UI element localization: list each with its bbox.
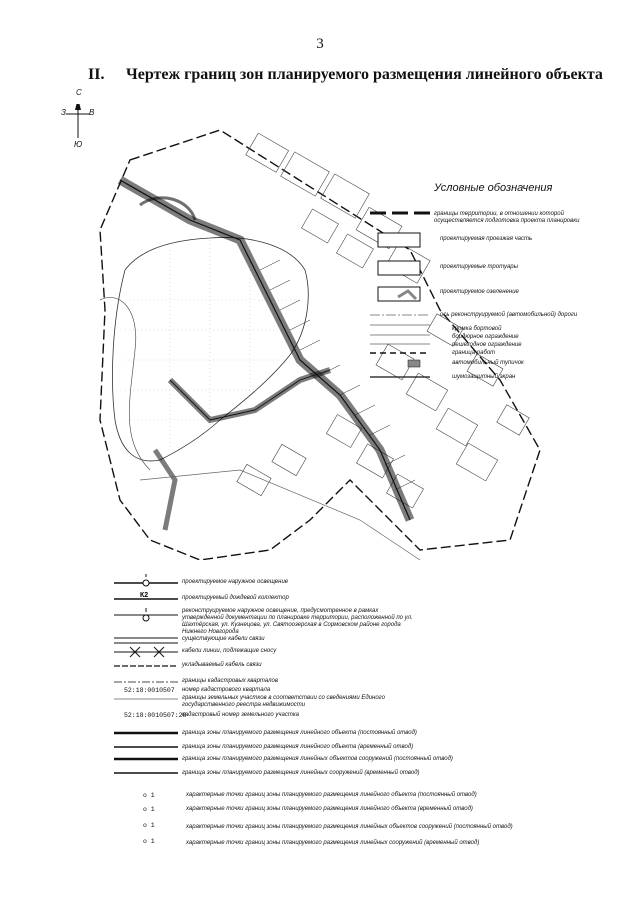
legend-item-parking: автомобильный тупичок: [452, 360, 524, 366]
heading-number: II.: [88, 66, 105, 83]
legend-zone-permanent: граница зоны планируемого размещения линейного объекта (постоянный отвод): [182, 730, 417, 736]
legend-cad-quarter-number: номер кадастрового квартала: [182, 687, 271, 693]
legend-item-roadway: проектируемая проезжая часть: [440, 236, 533, 242]
point-marker-2: о 1: [143, 806, 155, 813]
heading-title: Чертеж границ зон планируемого размещения линейного объекта: [126, 66, 603, 83]
legend-cad-parcel-number: кадастровый номер земельного участка: [182, 712, 299, 718]
legend-item-works: граница работ: [452, 350, 496, 356]
lamp-existing-icon: [143, 615, 149, 621]
legend-land-parcels: границы земельных участков в соответствии со сведениями Единого государственного реестра недвижимости: [182, 695, 385, 708]
legend-points-permanent: характерные точки границ зоны планируемого размещения линейного объекта (постоянный отвод): [186, 792, 477, 798]
south-edge: [140, 470, 420, 560]
lamp-icon: [143, 580, 149, 586]
legend-points-structures-temporary: характерные точки границ зоны планируемого размещения линейных сооружений (временный отвод): [186, 840, 480, 846]
compass-east: В: [89, 108, 95, 117]
sidewalk-symbol: [378, 261, 420, 275]
legend-quarter-code: 52:18:0010507: [124, 687, 175, 694]
legend-zone-structures-permanent: граница зоны планируемого размещения линейных объектов сооружений (постоянный отвод): [182, 756, 453, 762]
legend-item-sidewalks: проектируемые тротуары: [440, 264, 519, 270]
page-heading: [88, 66, 603, 84]
legend-item-curb: кромка бортовой: [452, 326, 502, 332]
legend-lighting-reconstructed: реконструируемое наружное освещение, предусмотренное в рамках утвержденной документации по планировке территории, расположенной по ул. Шахтёрская, ул. Кузнецова, ул. Святоозерская в Сормовском районе города Нижнего Новгорода: [182, 608, 413, 635]
legend-lighting-new: проектируемое наружное освещение: [182, 579, 289, 585]
legend-item-greenery: проектируемое озеленение: [440, 289, 519, 295]
lake-outline: [112, 237, 308, 460]
legend-cable-demolish: кабели линии, подлежащие сносу: [182, 648, 277, 654]
compass-north: С: [76, 88, 82, 97]
legend-cable-new: укладываемый кабель связи: [182, 662, 262, 668]
legend-item-barrier: бордюрное ограждение: [452, 334, 519, 340]
point-marker-4: о 1: [143, 838, 155, 845]
legend-parcel-code: 52:18:0010507:28: [124, 712, 187, 719]
greenery-symbol: [378, 287, 420, 301]
point-marker-1: о 1: [143, 792, 155, 799]
legend-item-boundary: границы территории, в отношении которой осуществляется подготовка проекта планировки: [434, 211, 580, 224]
parking-symbol: [408, 360, 420, 367]
legend-top-symbols: [368, 205, 436, 395]
west-road: [100, 297, 150, 470]
legend-zone-structures-temporary: граница зоны планируемого размещения линейных сооружений (временный отвод): [182, 770, 420, 776]
point-marker-3: о 1: [143, 822, 155, 829]
compass-west: З: [61, 108, 66, 117]
compass-south: Ю: [74, 140, 83, 149]
legend-points-structures-permanent: характерные точки границ зоны планируемого размещения линейных объектов сооружений (постоянный отвод): [186, 824, 513, 830]
legend-cad-quarter-bounds: границы кадастровых кварталов: [182, 678, 278, 684]
legend-item-ped-barrier: пешеходное ограждение: [452, 342, 522, 348]
legend-zone-temporary: граница зоны планируемого размещения линейного объекта (временный отвод): [182, 744, 414, 750]
legend-title: Условные обозначения: [434, 182, 553, 194]
legend-item-noise: шумозащитный экран: [452, 374, 516, 380]
legend-cable-existing: существующие кабели связи: [182, 636, 265, 642]
legend-bottom-symbols: [112, 574, 182, 864]
legend-item-axis: ось реконструируемой (автомобильной) дороги: [440, 312, 578, 318]
legend-points-temporary: характерные точки границ зоны планируемого размещения линейного объекта (временный отвод): [186, 806, 473, 812]
roadway-symbol: [378, 233, 420, 247]
svg-text:К2: К2: [140, 592, 149, 599]
legend-storm-collector: проектируемый дождевой коллектор: [182, 595, 289, 601]
page-number: 3: [316, 36, 324, 52]
